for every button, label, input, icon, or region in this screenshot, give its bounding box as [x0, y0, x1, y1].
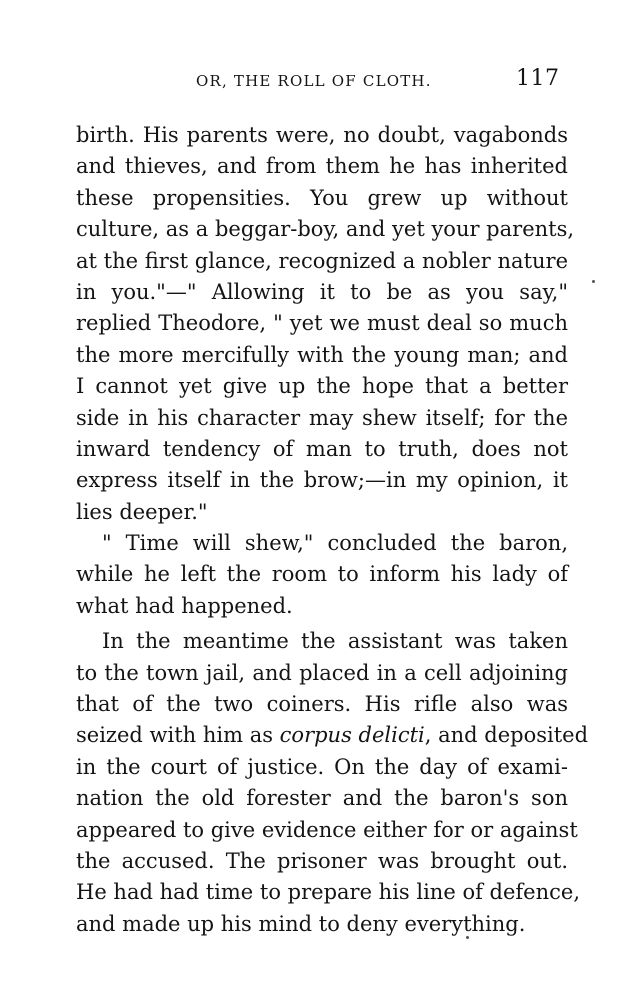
text-line: lies deeper." — [76, 499, 208, 524]
text-line: inward tendency of man to truth, does not — [76, 436, 568, 461]
text-line — [76, 720, 589, 751]
ink-speck — [592, 280, 595, 283]
text-line: express itself in the brow;—in my opinion, it — [76, 468, 568, 493]
text-line: what had happened. — [76, 593, 293, 618]
text-segment: , and deposited — [424, 723, 589, 748]
italic-phrase: corpus delicti — [279, 723, 425, 748]
text-line: and made up his mind to deny everything. — [76, 911, 526, 936]
text-line: side in his character may shew itself; for the — [76, 405, 568, 430]
text-line: these propensities. You grew up without — [76, 185, 568, 210]
text-line: in you."—" Allowing it to be as you say," — [76, 279, 568, 304]
body-text — [76, 120, 589, 940]
text-line: nation the old forester and the baron's son — [76, 786, 568, 811]
text-line: to the town jail, and placed in a cell adjoining — [76, 660, 568, 685]
paragraph-1 — [76, 120, 575, 528]
paragraph-2 — [76, 528, 568, 622]
text-line: " Time will shew," concluded the baron, — [102, 531, 568, 556]
ink-speck — [466, 936, 469, 939]
text-line: In the meantime the assistant was taken — [102, 629, 568, 654]
text-line: while he left the room to inform his lady of — [76, 562, 568, 587]
text-line: replied Theodore, " yet we must deal so much — [76, 311, 568, 336]
text-line: at the first glance, recognized a nobler nature — [76, 248, 568, 273]
text-line: in the court of justice. On the day of exami- — [76, 754, 568, 779]
text-line: I cannot yet give up the hope that a better — [76, 374, 568, 399]
text-segment: seized with him as — [76, 723, 280, 748]
text-line: the accused. The prisoner was brought out. — [76, 848, 568, 873]
text-line: appeared to give evidence either for or against — [76, 817, 578, 842]
page-number: 117 — [516, 66, 560, 91]
text-line: culture, as a beggar-boy, and yet your parents, — [76, 217, 575, 242]
paragraph-3 — [76, 626, 589, 940]
text-line: that of the two coiners. His rifle also was — [76, 692, 568, 717]
text-line: and thieves, and from them he has inherited — [76, 154, 568, 179]
text-line: the more mercifully with the young man; and — [76, 342, 568, 367]
text-line: He had had time to prepare his line of defence, — [76, 880, 580, 905]
text-line: birth. His parents were, no doubt, vagabonds — [76, 123, 568, 147]
running-title: OR, THE ROLL OF CLOTH. — [196, 72, 432, 90]
